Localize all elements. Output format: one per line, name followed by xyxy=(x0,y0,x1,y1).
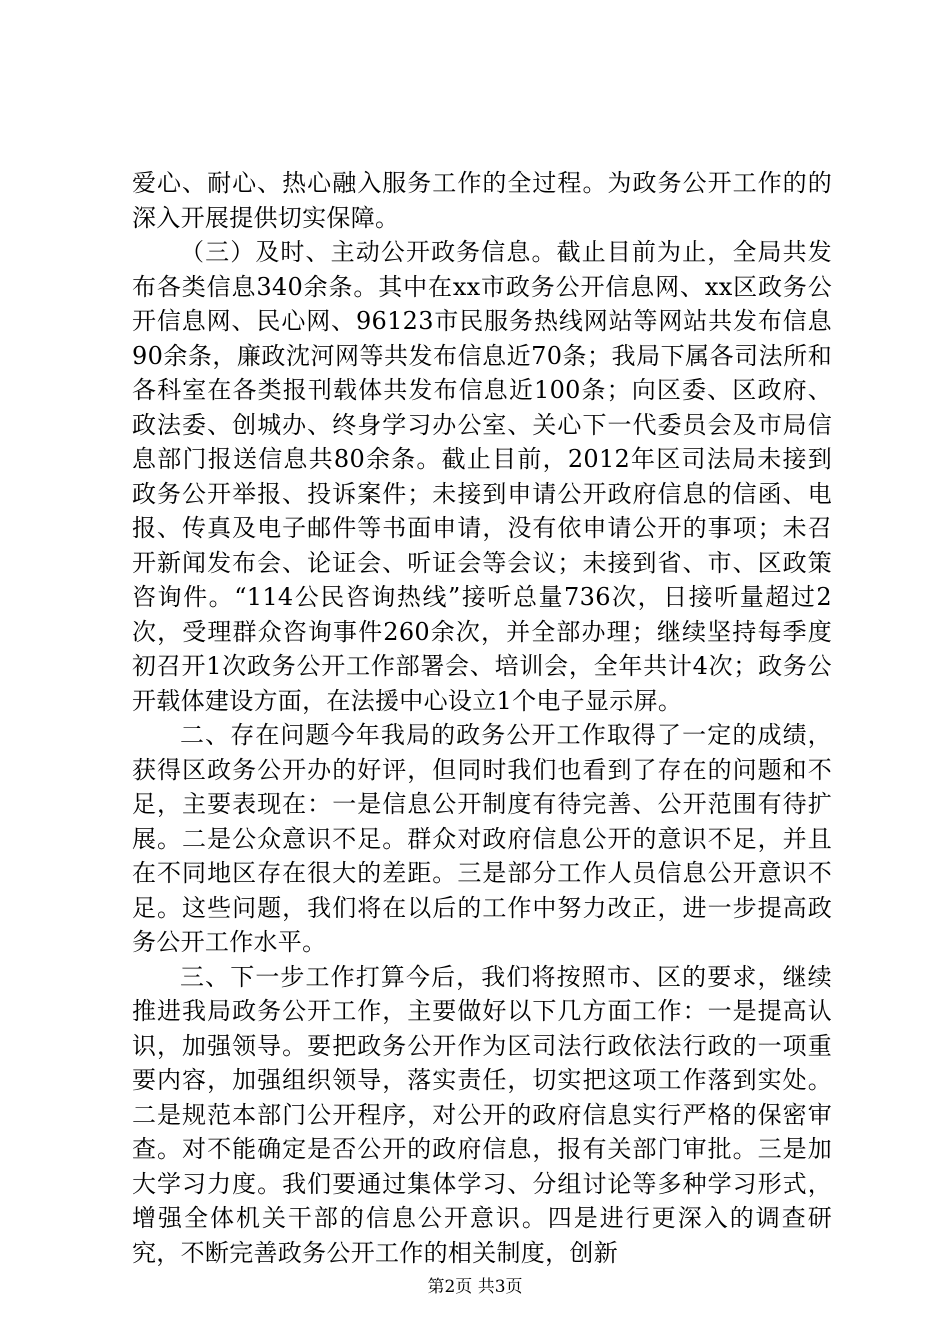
paragraph-continuation: 爱心、耐心、热心融入服务工作的全过程。为政务公开工作的的深入开展提供切实保障。 xyxy=(132,169,832,232)
document-body xyxy=(132,166,832,1270)
paragraph-section-3: （三）及时、主动公开政务信息。截止目前为止，全局共发布各类信息340余条。其中在xx市政务公开信息网、xx区政务公开信息网、民心网、96123市民服务热线网站等网站共发布信息90余条，廉政沈河网等共发布信息近70条；我局下属各司法所和各科室在各类报刊载体共发布信息近100条；向区委、区政府、政法委、创城办、终身学习办公室、关心下一代委员会及市局信息部门报送信息共80余条。截止目前，2012年区司法局未接到政务公开举报、投诉案件；未接到申请公开政府信息的信函、电报、传真及电子邮件等书面申请，没有依申请公开的事项；未召开新闻发布会、论证会、听证会等会议；未接到省、市、区政策咨询件。“114公民咨询热线”接听总量736次，日接听量超过2次，受理群众咨询事件260余次，并全部办理；继续坚持每季度初召开1次政务公开工作部署会、培训会，全年共计4次；政务公开载体建设方面，在法援中心设立1个电子显示屏。 xyxy=(132,238,832,715)
paragraph-next-steps: 三、下一步工作打算今后，我们将按照市、区的要求，继续推进我局政务公开工作，主要做好以下几方面工作：一是提高认识，加强领导。要把政务公开作为区司法行政依法行政的一项重要内容，加强组织领导，落实责任，切实把这项工作落到实处。二是规范本部门公开程序，对公开的政府信息实行严格的保密审查。对不能确定是否公开的政府信息，报有关部门审批。三是加大学习力度。我们要通过集体学习、分组讨论等多种学习形式，增强全体机关干部的信息公开意识。四是进行更深入的调查研究，不断完善政务公开工作的相关制度，创新 xyxy=(132,962,832,1267)
page-number: 第2页 共3页 xyxy=(427,1277,523,1297)
paragraph-problems: 二、存在问题今年我局的政务公开工作取得了一定的成绩，获得区政务公开办的好评，但同时我们也看到了存在的问题和不足，主要表现在：一是信息公开制度有待完善、公开范围有待扩展。二是公众意识不足。群众对政府信息公开的意识不足，并且在不同地区存在很大的差距。三是部分工作人员信息公开意识不足。这些问题，我们将在以后的工作中努力改正，进一步提高政务公开工作水平。 xyxy=(132,721,832,956)
